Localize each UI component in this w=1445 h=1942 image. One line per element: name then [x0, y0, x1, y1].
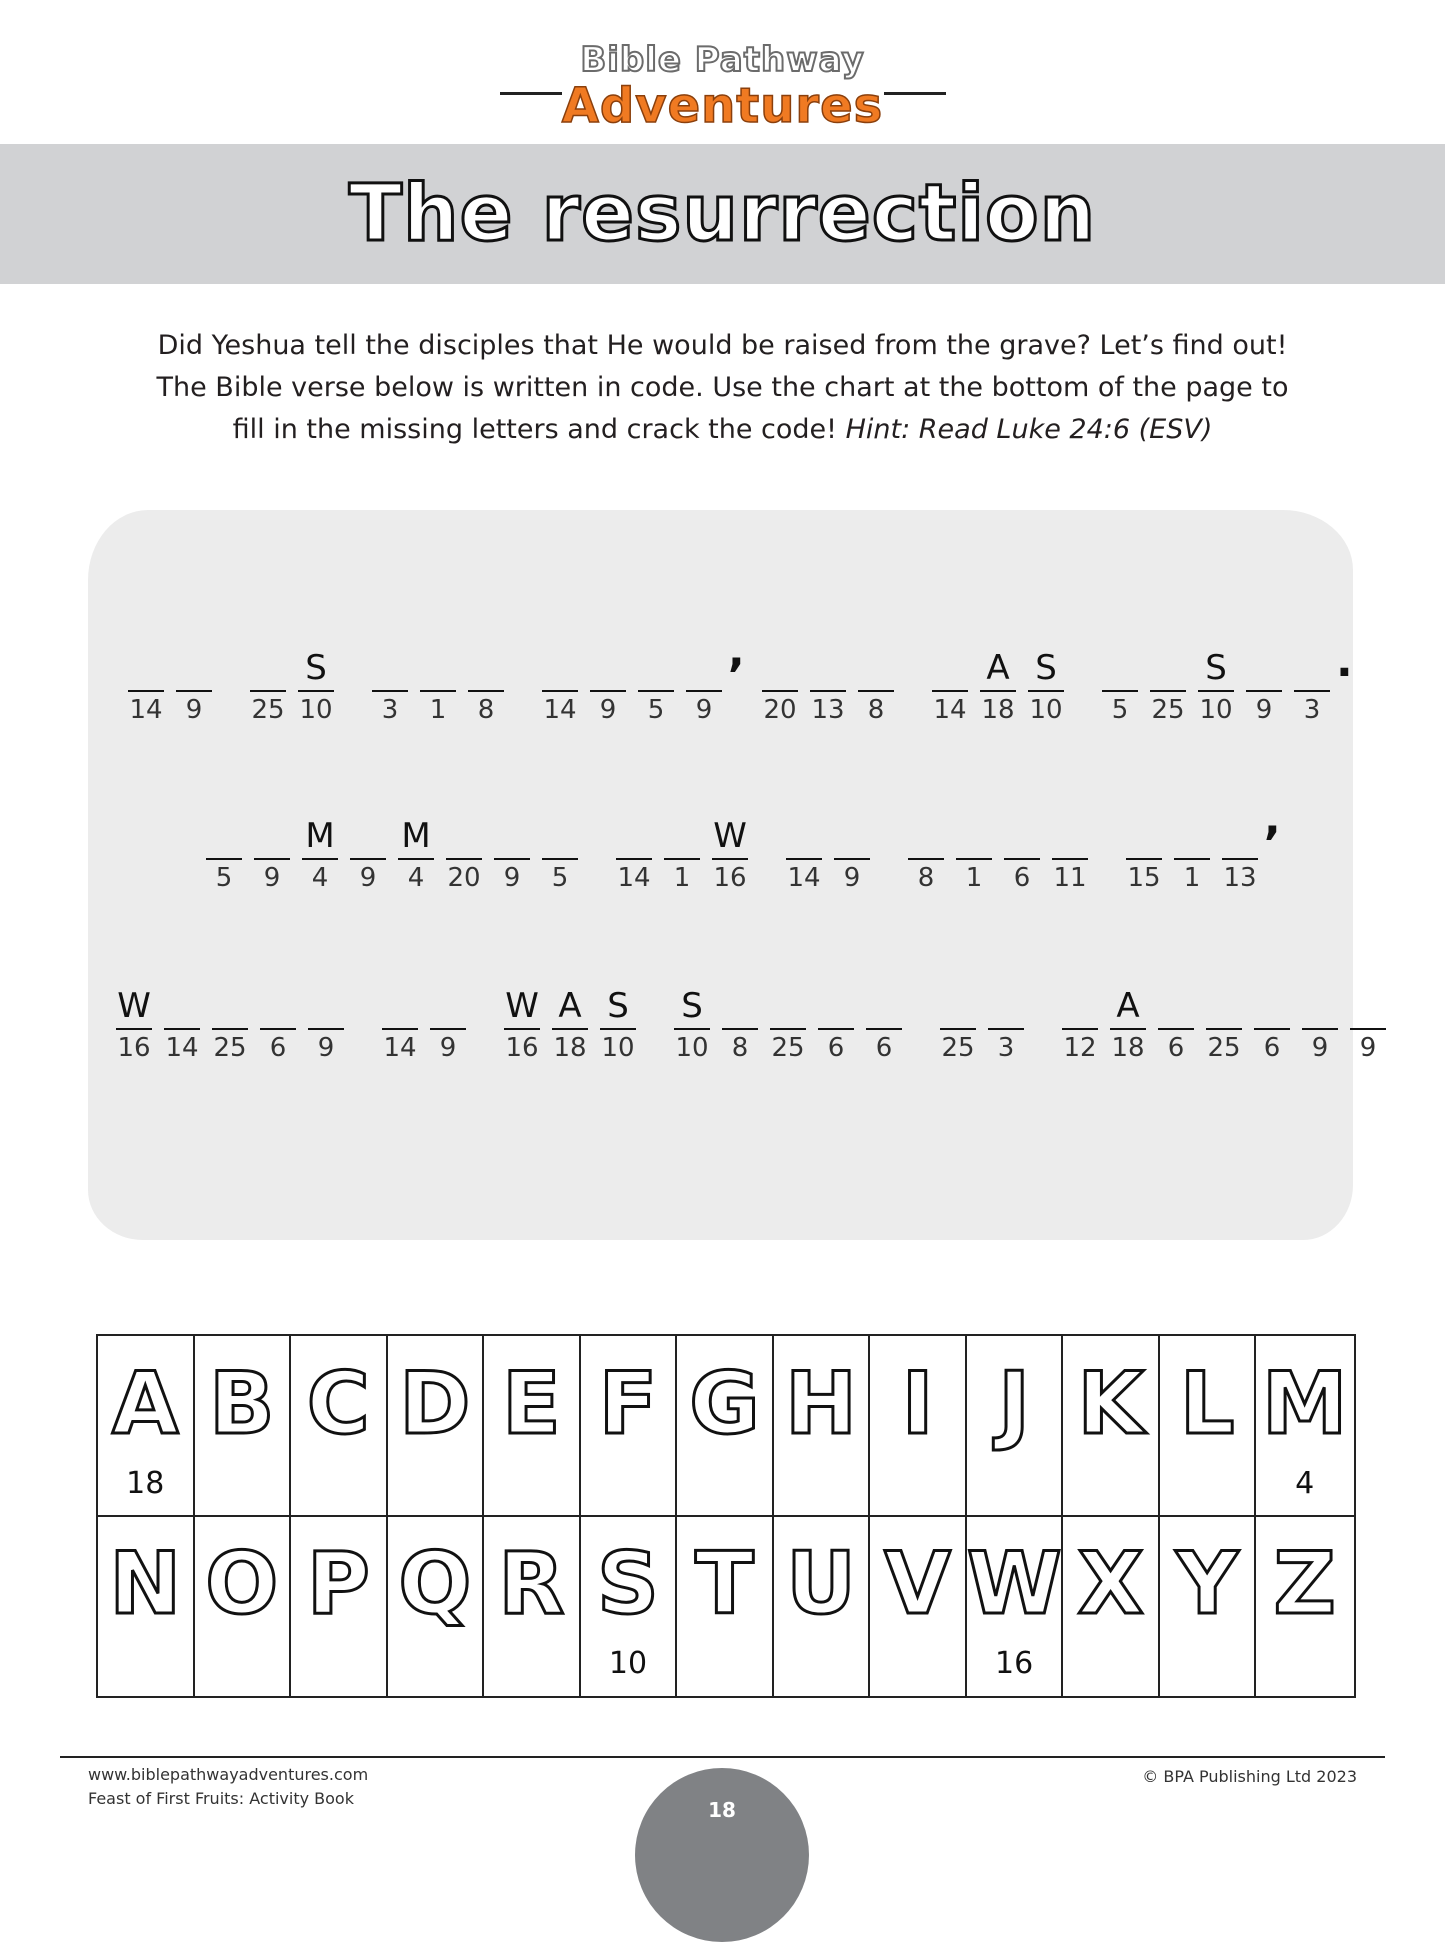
slot-code-number: 1 [1183, 863, 1201, 893]
slot-answer-letter: S [681, 986, 703, 1026]
slot-code-number: 3 [381, 695, 399, 725]
slot-blank-line [956, 858, 992, 860]
slot-code-number: 13 [811, 695, 845, 725]
chart-cell-u [774, 1516, 871, 1696]
chart-cell-l [1160, 1336, 1257, 1516]
chart-number: 10 [608, 1646, 648, 1681]
slot-blank-line [430, 1028, 466, 1030]
chart-letter: I [901, 1354, 934, 1454]
chart-cell-y [1160, 1516, 1257, 1696]
slot-blank-line [770, 1028, 806, 1030]
slot-blank-line [1102, 690, 1138, 692]
chart-letter: G [689, 1354, 760, 1454]
slot-blank-line [552, 1028, 588, 1030]
slot-blank-line [494, 858, 530, 860]
slot-answer-letter [660, 818, 704, 854]
slot-answer-letter [854, 650, 898, 686]
slot-blank-line [350, 858, 386, 860]
slot-answer-letter [538, 650, 582, 686]
slot-answer-letter [124, 650, 168, 686]
slot-blank-line [638, 690, 674, 692]
chart-cell-i [870, 1336, 967, 1516]
chart-letter: Q [398, 1534, 472, 1634]
slot-code-number: 18 [1111, 1033, 1145, 1063]
chart-cell-g [677, 1336, 774, 1516]
slot-answer-letter [984, 988, 1028, 1024]
slot-blank-line [164, 1028, 200, 1030]
slot-blank-line [372, 690, 408, 692]
chart-letter: O [205, 1534, 279, 1634]
slot-blank-line [1246, 690, 1282, 692]
slot-blank-line [762, 690, 798, 692]
slot-answer-letter [172, 650, 216, 686]
slot-code-number: 6 [1167, 1033, 1185, 1063]
slot-code-number: 25 [1207, 1033, 1241, 1063]
slot-code-number: 4 [311, 863, 329, 893]
slot-code-number: 9 [1359, 1033, 1377, 1063]
slot-code-number: 10 [675, 1033, 709, 1063]
slot-code-number: 9 [1255, 695, 1273, 725]
slot-blank-line [254, 858, 290, 860]
slot-code-number: 6 [875, 1033, 893, 1063]
chart-letter: X [1077, 1534, 1144, 1634]
slot-answer-letter [682, 650, 726, 686]
chart-cell-m [1256, 1336, 1353, 1516]
slot-answer-letter [1346, 988, 1390, 1024]
slot-code-number: 9 [599, 695, 617, 725]
title-banner [0, 144, 1445, 284]
slot-code-number: 6 [827, 1033, 845, 1063]
slot-code-number: 9 [439, 1033, 457, 1063]
slot-blank-line [686, 690, 722, 692]
chart-letter: E [502, 1354, 561, 1454]
chart-letter: F [598, 1354, 658, 1454]
chart-letter: M [1261, 1354, 1348, 1454]
slot-blank-line [1302, 1028, 1338, 1030]
slot-answer-letter [1290, 650, 1334, 686]
slot-answer-letter [952, 818, 996, 854]
slot-blank-line [206, 858, 242, 860]
slot-code-number: 16 [713, 863, 747, 893]
page-number-badge [635, 1768, 809, 1942]
chart-cell-f [581, 1336, 678, 1516]
chart-letter: R [498, 1534, 565, 1634]
slot-answer-letter [490, 818, 534, 854]
slot-answer-letter [936, 988, 980, 1024]
slot-answer-letter: S [1205, 648, 1227, 688]
chart-number: 18 [126, 1466, 165, 1501]
letter-code-chart [96, 1334, 1356, 1698]
slot-code-number: 8 [917, 863, 935, 893]
slot-code-number: 10 [1199, 695, 1233, 725]
slot-code-number: 8 [731, 1033, 749, 1063]
slot-code-number: 4 [407, 863, 425, 893]
chart-cell-v [870, 1516, 967, 1696]
slot-blank-line [1158, 1028, 1194, 1030]
logo-top-text: Bible Pathway [580, 40, 865, 80]
slot-blank-line [810, 690, 846, 692]
slot-answer-letter [464, 650, 508, 686]
slot-code-number: 3 [1303, 695, 1321, 725]
slot-blank-line [600, 1028, 636, 1030]
chart-letter: J [998, 1354, 1031, 1454]
slot-code-number: 6 [269, 1033, 287, 1063]
slot-code-number: 5 [1111, 695, 1129, 725]
slot-code-number: 10 [601, 1033, 635, 1063]
puzzle-punctuation: . [1336, 636, 1353, 687]
slot-code-number: 10 [299, 695, 333, 725]
slot-answer-letter [160, 988, 204, 1024]
chart-letter: D [399, 1354, 471, 1454]
slot-blank-line [542, 858, 578, 860]
slot-answer-letter [928, 650, 972, 686]
slot-blank-line [128, 690, 164, 692]
intro-line-3-text: fill in the missing letters and crack the code! [232, 414, 837, 445]
slot-answer-letter [1058, 988, 1102, 1024]
slot-blank-line [308, 1028, 344, 1030]
slot-code-number: 9 [359, 863, 377, 893]
chart-cell-a [98, 1336, 195, 1516]
slot-answer-letter [202, 818, 246, 854]
slot-answer-letter [246, 650, 290, 686]
slot-answer-letter [1122, 818, 1166, 854]
slot-code-number: 25 [771, 1033, 805, 1063]
slot-answer-letter [806, 650, 850, 686]
slot-code-number: 9 [695, 695, 713, 725]
slot-answer-letter [538, 818, 582, 854]
chart-letter: P [306, 1534, 370, 1634]
slot-answer-letter: A [986, 648, 1010, 688]
slot-code-number: 12 [1063, 1033, 1097, 1063]
slot-blank-line [1126, 858, 1162, 860]
slot-answer-letter [1242, 650, 1286, 686]
slot-blank-line [590, 690, 626, 692]
chart-row-1 [98, 1336, 1354, 1516]
page-number: 18 [708, 1798, 736, 1822]
slot-answer-letter: W [713, 816, 747, 856]
slot-blank-line [250, 690, 286, 692]
slot-blank-line [908, 858, 944, 860]
slot-blank-line [1004, 858, 1040, 860]
chart-letter: L [1179, 1354, 1235, 1454]
slot-code-number: 25 [213, 1033, 247, 1063]
slot-blank-line [212, 1028, 248, 1030]
slot-answer-letter [1098, 650, 1142, 686]
slot-answer-letter: A [558, 986, 582, 1026]
slot-answer-letter [1000, 818, 1044, 854]
slot-blank-line [616, 858, 652, 860]
slot-answer-letter [208, 988, 252, 1024]
footer-book-title: Feast of First Fruits: Activity Book [88, 1789, 354, 1808]
slot-answer-letter [346, 818, 390, 854]
slot-code-number: 1 [965, 863, 983, 893]
slot-answer-letter [612, 818, 656, 854]
chart-cell-q [388, 1516, 485, 1696]
slot-blank-line [398, 858, 434, 860]
slot-blank-line [542, 690, 578, 692]
slot-answer-letter [1218, 818, 1262, 854]
chart-row-2 [98, 1516, 1354, 1696]
chart-letter: H [785, 1354, 858, 1454]
slot-blank-line [468, 690, 504, 692]
slot-blank-line [446, 858, 482, 860]
slot-answer-letter [634, 650, 678, 686]
slot-blank-line [1062, 1028, 1098, 1030]
chart-cell-c [291, 1336, 388, 1516]
slot-code-number: 14 [933, 695, 967, 725]
slot-answer-letter [782, 818, 826, 854]
chart-cell-o [195, 1516, 292, 1696]
slot-answer-letter: S [1035, 648, 1057, 688]
slot-answer-letter [862, 988, 906, 1024]
chart-cell-p [291, 1516, 388, 1696]
chart-letter: C [306, 1354, 370, 1454]
slot-blank-line [664, 858, 700, 860]
slot-code-number: 18 [553, 1033, 587, 1063]
slot-code-number: 1 [429, 695, 447, 725]
slot-code-number: 13 [1223, 863, 1257, 893]
slot-code-number: 9 [185, 695, 203, 725]
slot-code-number: 11 [1053, 863, 1087, 893]
slot-blank-line [1222, 858, 1258, 860]
slot-blank-line [834, 858, 870, 860]
slot-blank-line [1110, 1028, 1146, 1030]
slot-blank-line [260, 1028, 296, 1030]
slot-blank-line [1294, 690, 1330, 692]
slot-blank-line [1198, 690, 1234, 692]
logo-bottom-text: Adventures [561, 78, 884, 134]
chart-letter: V [884, 1534, 951, 1634]
chart-letter: W [966, 1534, 1062, 1634]
chart-letter: S [596, 1534, 659, 1634]
slot-blank-line [712, 858, 748, 860]
slot-blank-line [116, 1028, 152, 1030]
intro-text [100, 325, 1345, 451]
chart-number: 16 [995, 1646, 1034, 1681]
slot-blank-line [1206, 1028, 1242, 1030]
intro-line-3 [100, 409, 1345, 451]
slot-answer-letter [718, 988, 762, 1024]
slot-blank-line [722, 1028, 758, 1030]
chart-cell-j [967, 1336, 1064, 1516]
slot-code-number: 8 [477, 695, 495, 725]
slot-answer-letter [368, 650, 412, 686]
chart-cell-e [484, 1336, 581, 1516]
chart-cell-t [677, 1516, 774, 1696]
slot-answer-letter: W [505, 986, 539, 1026]
slot-answer-letter [830, 818, 874, 854]
slot-blank-line [1028, 690, 1064, 692]
puzzle-punctuation: , [728, 626, 745, 677]
slot-answer-letter [1048, 818, 1092, 854]
slot-blank-line [932, 690, 968, 692]
slot-code-number: 20 [763, 695, 797, 725]
chart-letter: Z [1273, 1534, 1336, 1634]
slot-code-number: 20 [447, 863, 481, 893]
slot-blank-line [1254, 1028, 1290, 1030]
slot-code-number: 14 [543, 695, 577, 725]
slot-blank-line [302, 858, 338, 860]
slot-blank-line [818, 1028, 854, 1030]
slot-code-number: 5 [551, 863, 569, 893]
slot-code-number: 9 [263, 863, 281, 893]
slot-answer-letter: S [607, 986, 629, 1026]
slot-answer-letter [1170, 818, 1214, 854]
slot-code-number: 5 [647, 695, 665, 725]
chart-letter: Y [1176, 1534, 1239, 1634]
slot-answer-letter: S [305, 648, 327, 688]
slot-answer-letter [1202, 988, 1246, 1024]
chart-cell-b [195, 1336, 292, 1516]
slot-code-number: 9 [1311, 1033, 1329, 1063]
slot-code-number: 18 [981, 695, 1015, 725]
chart-cell-h [774, 1336, 871, 1516]
slot-blank-line [988, 1028, 1024, 1030]
puzzle-punctuation: , [1264, 794, 1281, 845]
slot-answer-letter [904, 818, 948, 854]
slot-code-number: 10 [1029, 695, 1063, 725]
slot-blank-line [1350, 1028, 1386, 1030]
chart-letter: K [1077, 1354, 1144, 1454]
slot-blank-line [940, 1028, 976, 1030]
slot-code-number: 8 [867, 695, 885, 725]
slot-blank-line [980, 690, 1016, 692]
chart-cell-z [1256, 1516, 1353, 1696]
footer-divider [60, 1756, 1385, 1758]
chart-number: 4 [1295, 1466, 1315, 1501]
slot-code-number: 14 [129, 695, 163, 725]
slot-code-number: 1 [673, 863, 691, 893]
slot-answer-letter: W [117, 986, 151, 1026]
chart-letter: B [209, 1354, 275, 1454]
slot-blank-line [420, 690, 456, 692]
slot-code-number: 6 [1263, 1033, 1281, 1063]
chart-letter: T [695, 1534, 754, 1634]
slot-answer-letter [758, 650, 802, 686]
slot-code-number: 25 [251, 695, 285, 725]
chart-cell-d [388, 1336, 485, 1516]
chart-letter: U [786, 1534, 856, 1634]
slot-blank-line [298, 690, 334, 692]
slot-answer-letter [1146, 650, 1190, 686]
slot-answer-letter [1298, 988, 1342, 1024]
slot-code-number: 14 [165, 1033, 199, 1063]
slot-code-number: 16 [117, 1033, 151, 1063]
slot-blank-line [1052, 858, 1088, 860]
slot-blank-line [786, 858, 822, 860]
chart-cell-n [98, 1516, 195, 1696]
intro-line-2: The Bible verse below is written in code. Use the chart at the bottom of the page to [156, 372, 1289, 403]
slot-blank-line [176, 690, 212, 692]
chart-cell-r [484, 1516, 581, 1696]
slot-answer-letter: M [305, 816, 335, 856]
chart-cell-x [1063, 1516, 1160, 1696]
slot-code-number: 9 [503, 863, 521, 893]
slot-answer-letter [814, 988, 858, 1024]
slot-code-number: 3 [997, 1033, 1015, 1063]
slot-answer-letter [1154, 988, 1198, 1024]
slot-code-number: 14 [787, 863, 821, 893]
slot-blank-line [858, 690, 894, 692]
slot-code-number: 16 [505, 1033, 539, 1063]
slot-answer-letter [442, 818, 486, 854]
slot-code-number: 14 [617, 863, 651, 893]
slot-code-number: 15 [1127, 863, 1161, 893]
slot-code-number: 9 [843, 863, 861, 893]
slot-code-number: 5 [215, 863, 233, 893]
chart-cell-k [1063, 1336, 1160, 1516]
slot-blank-line [674, 1028, 710, 1030]
intro-hint: Hint: Read Luke 24:6 (ESV) [845, 414, 1213, 445]
slot-answer-letter [250, 818, 294, 854]
slot-answer-letter [586, 650, 630, 686]
slot-blank-line [382, 1028, 418, 1030]
chart-letter: A [111, 1354, 179, 1454]
chart-letter: N [109, 1534, 182, 1634]
slot-answer-letter [378, 988, 422, 1024]
slot-code-number: 25 [1151, 695, 1185, 725]
slot-code-number: 6 [1013, 863, 1031, 893]
slot-answer-letter: A [1116, 986, 1140, 1026]
slot-answer-letter [1250, 988, 1294, 1024]
chart-cell-s [581, 1516, 678, 1696]
slot-answer-letter [304, 988, 348, 1024]
slot-answer-letter [426, 988, 470, 1024]
slot-code-number: 9 [317, 1033, 335, 1063]
footer-copyright: © BPA Publishing Ltd 2023 [1142, 1767, 1357, 1786]
slot-answer-letter [416, 650, 460, 686]
slot-blank-line [504, 1028, 540, 1030]
slot-blank-line [1174, 858, 1210, 860]
page-title: The resurrection [348, 169, 1097, 259]
footer-website[interactable]: www.biblepathwayadventures.com [88, 1765, 369, 1784]
slot-blank-line [866, 1028, 902, 1030]
slot-answer-letter [256, 988, 300, 1024]
slot-answer-letter [766, 988, 810, 1024]
slot-code-number: 25 [941, 1033, 975, 1063]
slot-code-number: 14 [383, 1033, 417, 1063]
chart-cell-w [967, 1516, 1064, 1696]
slot-blank-line [1150, 690, 1186, 692]
intro-line-1: Did Yeshua tell the disciples that He would be raised from the grave? Let’s find out! [157, 330, 1288, 361]
slot-answer-letter: M [401, 816, 431, 856]
